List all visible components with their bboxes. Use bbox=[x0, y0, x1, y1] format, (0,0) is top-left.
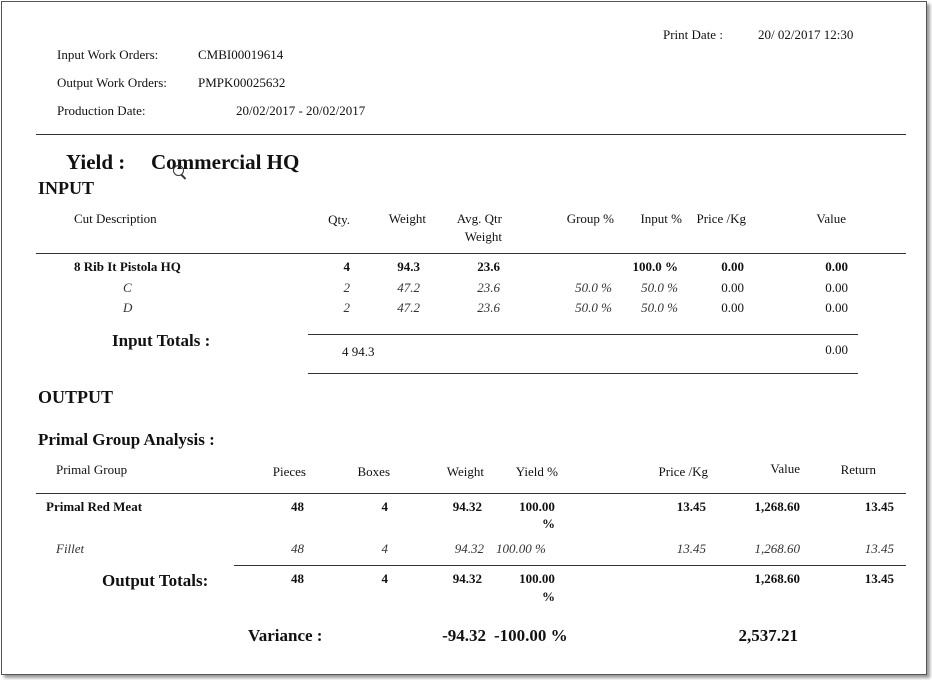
col-return: Return bbox=[840, 462, 876, 477]
col-pieces: Pieces bbox=[272, 464, 306, 479]
col-avg-weight: Weight bbox=[464, 229, 502, 244]
col-qty: Qty. bbox=[328, 212, 350, 227]
primal-group: Fillet bbox=[56, 541, 85, 556]
input-totals-label: Input Totals : bbox=[112, 331, 211, 350]
primal-group: Primal Red Meat bbox=[46, 499, 143, 514]
variance-yield: -100.00 % bbox=[494, 626, 568, 645]
input-totals-bottom-line bbox=[308, 373, 858, 374]
production-date-label: Production Date: bbox=[57, 103, 146, 118]
yield-pct-unit: % bbox=[542, 516, 555, 531]
col-price-kg: Price /Kg bbox=[658, 464, 708, 479]
weight: 94.32 bbox=[452, 499, 482, 514]
pieces: 48 bbox=[291, 499, 304, 514]
output-totals-value: 1,268.60 bbox=[754, 571, 800, 586]
value: 0.00 bbox=[825, 280, 848, 295]
yield-pct: 100.00 % bbox=[496, 541, 546, 556]
price-kg: 13.45 bbox=[676, 541, 706, 556]
output-totals-return: 13.45 bbox=[864, 571, 894, 586]
qty: 2 bbox=[343, 280, 350, 295]
col-input-pct: Input % bbox=[640, 211, 682, 226]
cut-description: 8 Rib It Pistola HQ bbox=[74, 259, 181, 274]
cut-description: D bbox=[123, 300, 133, 315]
print-date-value: 20/ 02/2017 12:30 bbox=[758, 27, 854, 42]
price-kg: 0.00 bbox=[721, 259, 744, 274]
output-totals-weight: 94.32 bbox=[452, 571, 482, 586]
group-pct: 50.0 % bbox=[575, 280, 612, 295]
output-work-orders-label: Output Work Orders: bbox=[57, 75, 167, 90]
value: 0.00 bbox=[825, 300, 848, 315]
avg-weight: 23.6 bbox=[477, 280, 500, 295]
production-date-value: 20/02/2017 - 20/02/2017 bbox=[236, 103, 366, 118]
group-pct: 50.0 % bbox=[575, 300, 612, 315]
boxes: 4 bbox=[381, 499, 388, 514]
output-totals-boxes: 4 bbox=[381, 571, 388, 586]
col-yield-pct: Yield % bbox=[515, 464, 558, 479]
input-section-title: INPUT bbox=[38, 178, 95, 198]
weight: 94.3 bbox=[397, 259, 420, 274]
col-price-kg: Price /Kg bbox=[696, 211, 746, 226]
magnifier-cursor-icon bbox=[173, 165, 184, 176]
header-divider bbox=[36, 134, 906, 135]
return: 13.45 bbox=[864, 541, 894, 556]
price-kg: 0.00 bbox=[721, 280, 744, 295]
print-date-label: Print Date : bbox=[663, 27, 723, 42]
input-totals-value: 0.00 bbox=[825, 342, 848, 357]
weight: 47.2 bbox=[397, 280, 420, 295]
output-totals-yield: 100.00 bbox=[519, 571, 555, 586]
return: 13.45 bbox=[864, 499, 894, 514]
col-value: Value bbox=[770, 461, 800, 476]
output-section-title: OUTPUT bbox=[38, 387, 114, 407]
boxes: 4 bbox=[381, 541, 388, 556]
weight: 94.32 bbox=[454, 541, 484, 556]
yield-value: Commercial HQ bbox=[151, 150, 300, 174]
pieces: 48 bbox=[291, 541, 304, 556]
variance-label: Variance : bbox=[248, 626, 323, 645]
output-totals-pieces: 48 bbox=[291, 571, 304, 586]
col-weight: Weight bbox=[446, 464, 484, 479]
input-pct: 100.0 % bbox=[632, 259, 678, 274]
col-cut-description: Cut Description bbox=[74, 211, 157, 226]
output-header-divider bbox=[36, 493, 906, 494]
value: 1,268.60 bbox=[754, 499, 800, 514]
input-pct: 50.0 % bbox=[641, 280, 678, 295]
variance-value: 2,537.21 bbox=[738, 626, 798, 645]
input-pct: 50.0 % bbox=[641, 300, 678, 315]
col-avg-qtr: Avg. Qtr bbox=[456, 211, 502, 226]
input-totals-qty-weight: 4 94.3 bbox=[342, 344, 375, 359]
primal-group-analysis-title: Primal Group Analysis : bbox=[38, 430, 215, 449]
output-totals-top-line bbox=[234, 565, 906, 566]
value: 1,268.60 bbox=[754, 541, 800, 556]
col-group-pct: Group % bbox=[566, 211, 614, 226]
col-value: Value bbox=[816, 211, 846, 226]
qty: 4 bbox=[343, 259, 350, 274]
input-header-divider bbox=[36, 253, 906, 254]
cut-description: C bbox=[123, 280, 132, 295]
input-work-orders-label: Input Work Orders: bbox=[57, 47, 159, 62]
col-weight: Weight bbox=[388, 211, 426, 226]
yield-label: Yield : bbox=[66, 150, 126, 174]
avg-weight: 23.6 bbox=[477, 259, 500, 274]
output-totals-label: Output Totals: bbox=[102, 571, 209, 590]
weight: 47.2 bbox=[397, 300, 420, 315]
input-work-orders-value: CMBI00019614 bbox=[198, 47, 284, 62]
col-primal-group: Primal Group bbox=[56, 462, 128, 477]
avg-weight: 23.6 bbox=[477, 300, 500, 315]
report-page bbox=[1, 1, 927, 675]
price-kg: 0.00 bbox=[721, 300, 744, 315]
output-totals-yield-unit: % bbox=[542, 589, 555, 604]
price-kg: 13.45 bbox=[676, 499, 706, 514]
yield-pct: 100.00 bbox=[519, 499, 555, 514]
col-boxes: Boxes bbox=[357, 464, 390, 479]
output-work-orders-value: PMPK00025632 bbox=[198, 75, 286, 90]
value: 0.00 bbox=[825, 259, 848, 274]
variance-weight: -94.32 bbox=[442, 626, 486, 645]
input-totals-top-line bbox=[308, 334, 858, 335]
qty: 2 bbox=[343, 300, 350, 315]
